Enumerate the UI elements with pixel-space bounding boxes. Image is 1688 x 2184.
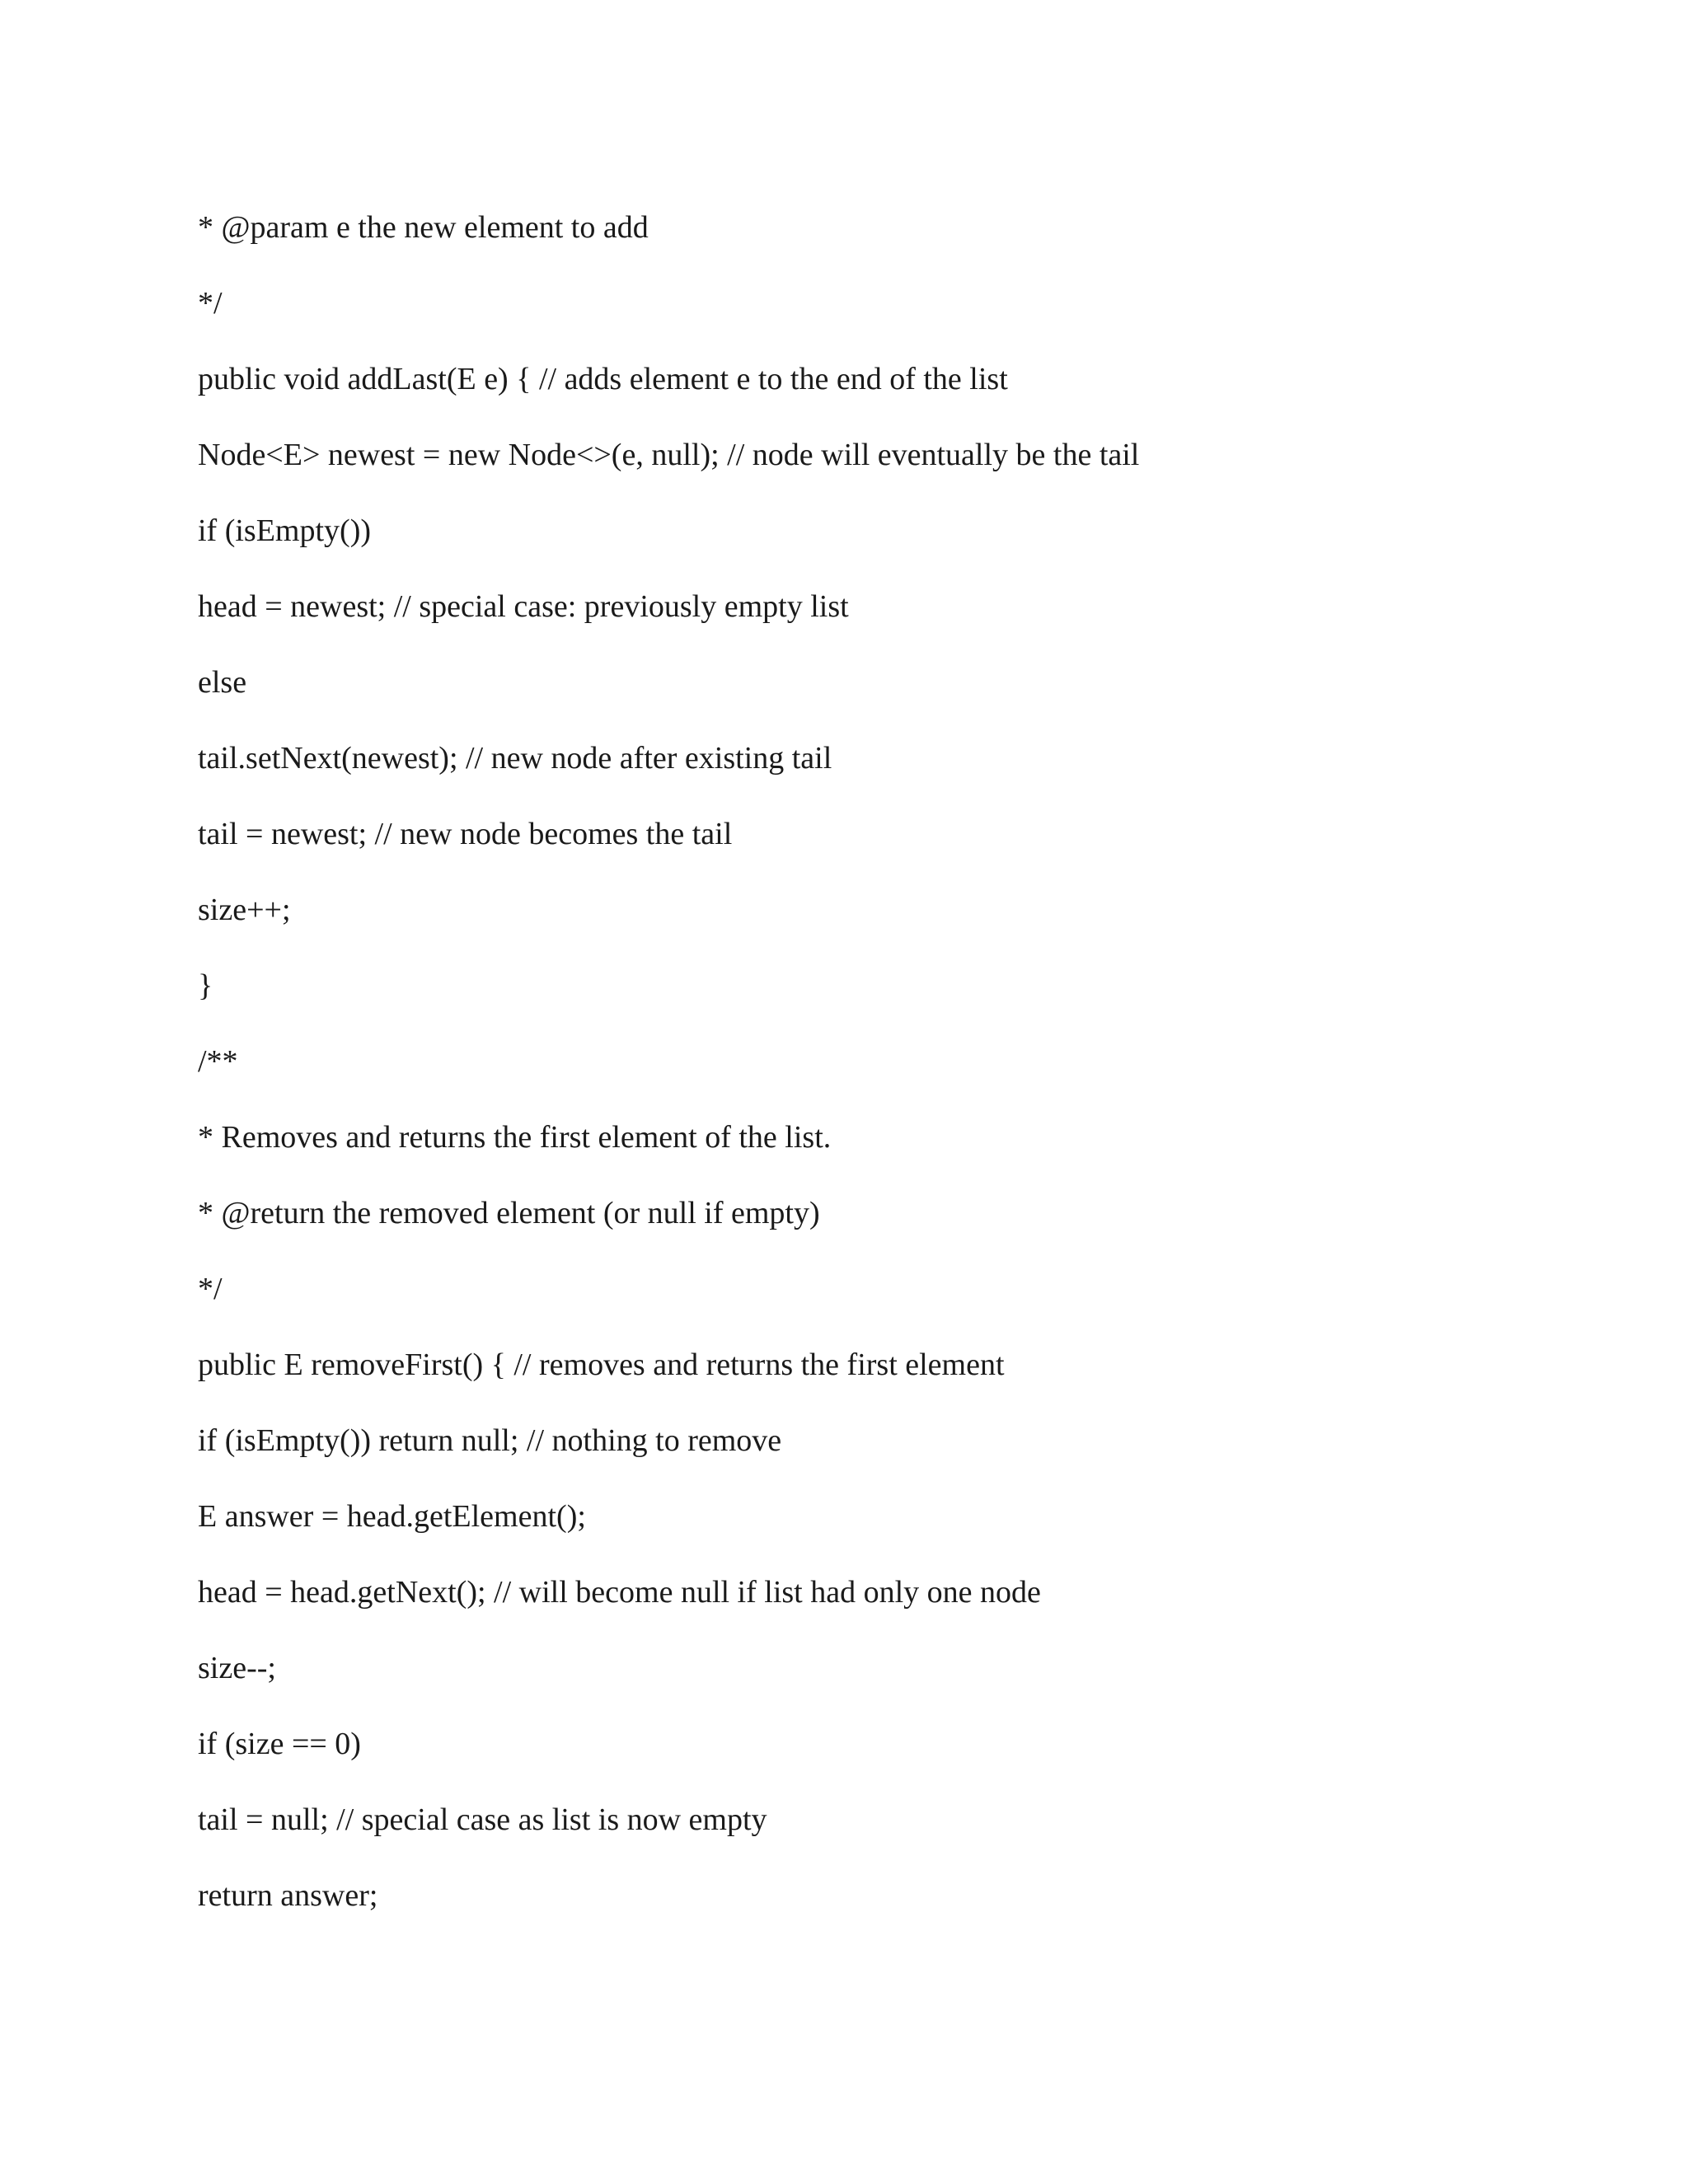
text-line: E answer = head.getElement(); [198,1499,586,1534]
text-line: * @param e the new element to add [198,210,649,245]
text-line: /** [198,1044,238,1079]
code-text-block [198,190,1599,1933]
text-line: if (isEmpty()) return null; // nothing to remove [198,1423,782,1458]
text-line: public E removeFirst() { // removes and returns the first element [198,1347,1005,1382]
text-line: tail.setNext(newest); // new node after existing tail [198,741,832,776]
text-line: return answer; [198,1878,378,1913]
text-line: head = newest; // special case: previously empty list [198,589,849,624]
text-line: */ [198,286,223,321]
text-line: } [198,968,213,1003]
text-line: if (size == 0) [198,1727,361,1761]
text-line: if (isEmpty()) [198,513,372,548]
text-line: */ [198,1272,223,1306]
text-line: Node<E> newest = new Node<>(e, null); // node will eventually be the tail [198,438,1140,472]
text-line: size--; [198,1651,276,1685]
text-line: head = head.getNext(); // will become null if list had only one node [198,1575,1041,1610]
text-line: * @return the removed element (or null if empty) [198,1196,820,1230]
text-line: * Removes and returns the first element of the list. [198,1120,832,1155]
text-line: tail = null; // special case as list is now empty [198,1802,767,1837]
text-line: tail = newest; // new node becomes the tail [198,817,733,851]
text-line: public void addLast(E e) { // adds element e to the end of the list [198,362,1008,396]
text-line: size++; [198,893,291,927]
text-line: else [198,665,247,700]
